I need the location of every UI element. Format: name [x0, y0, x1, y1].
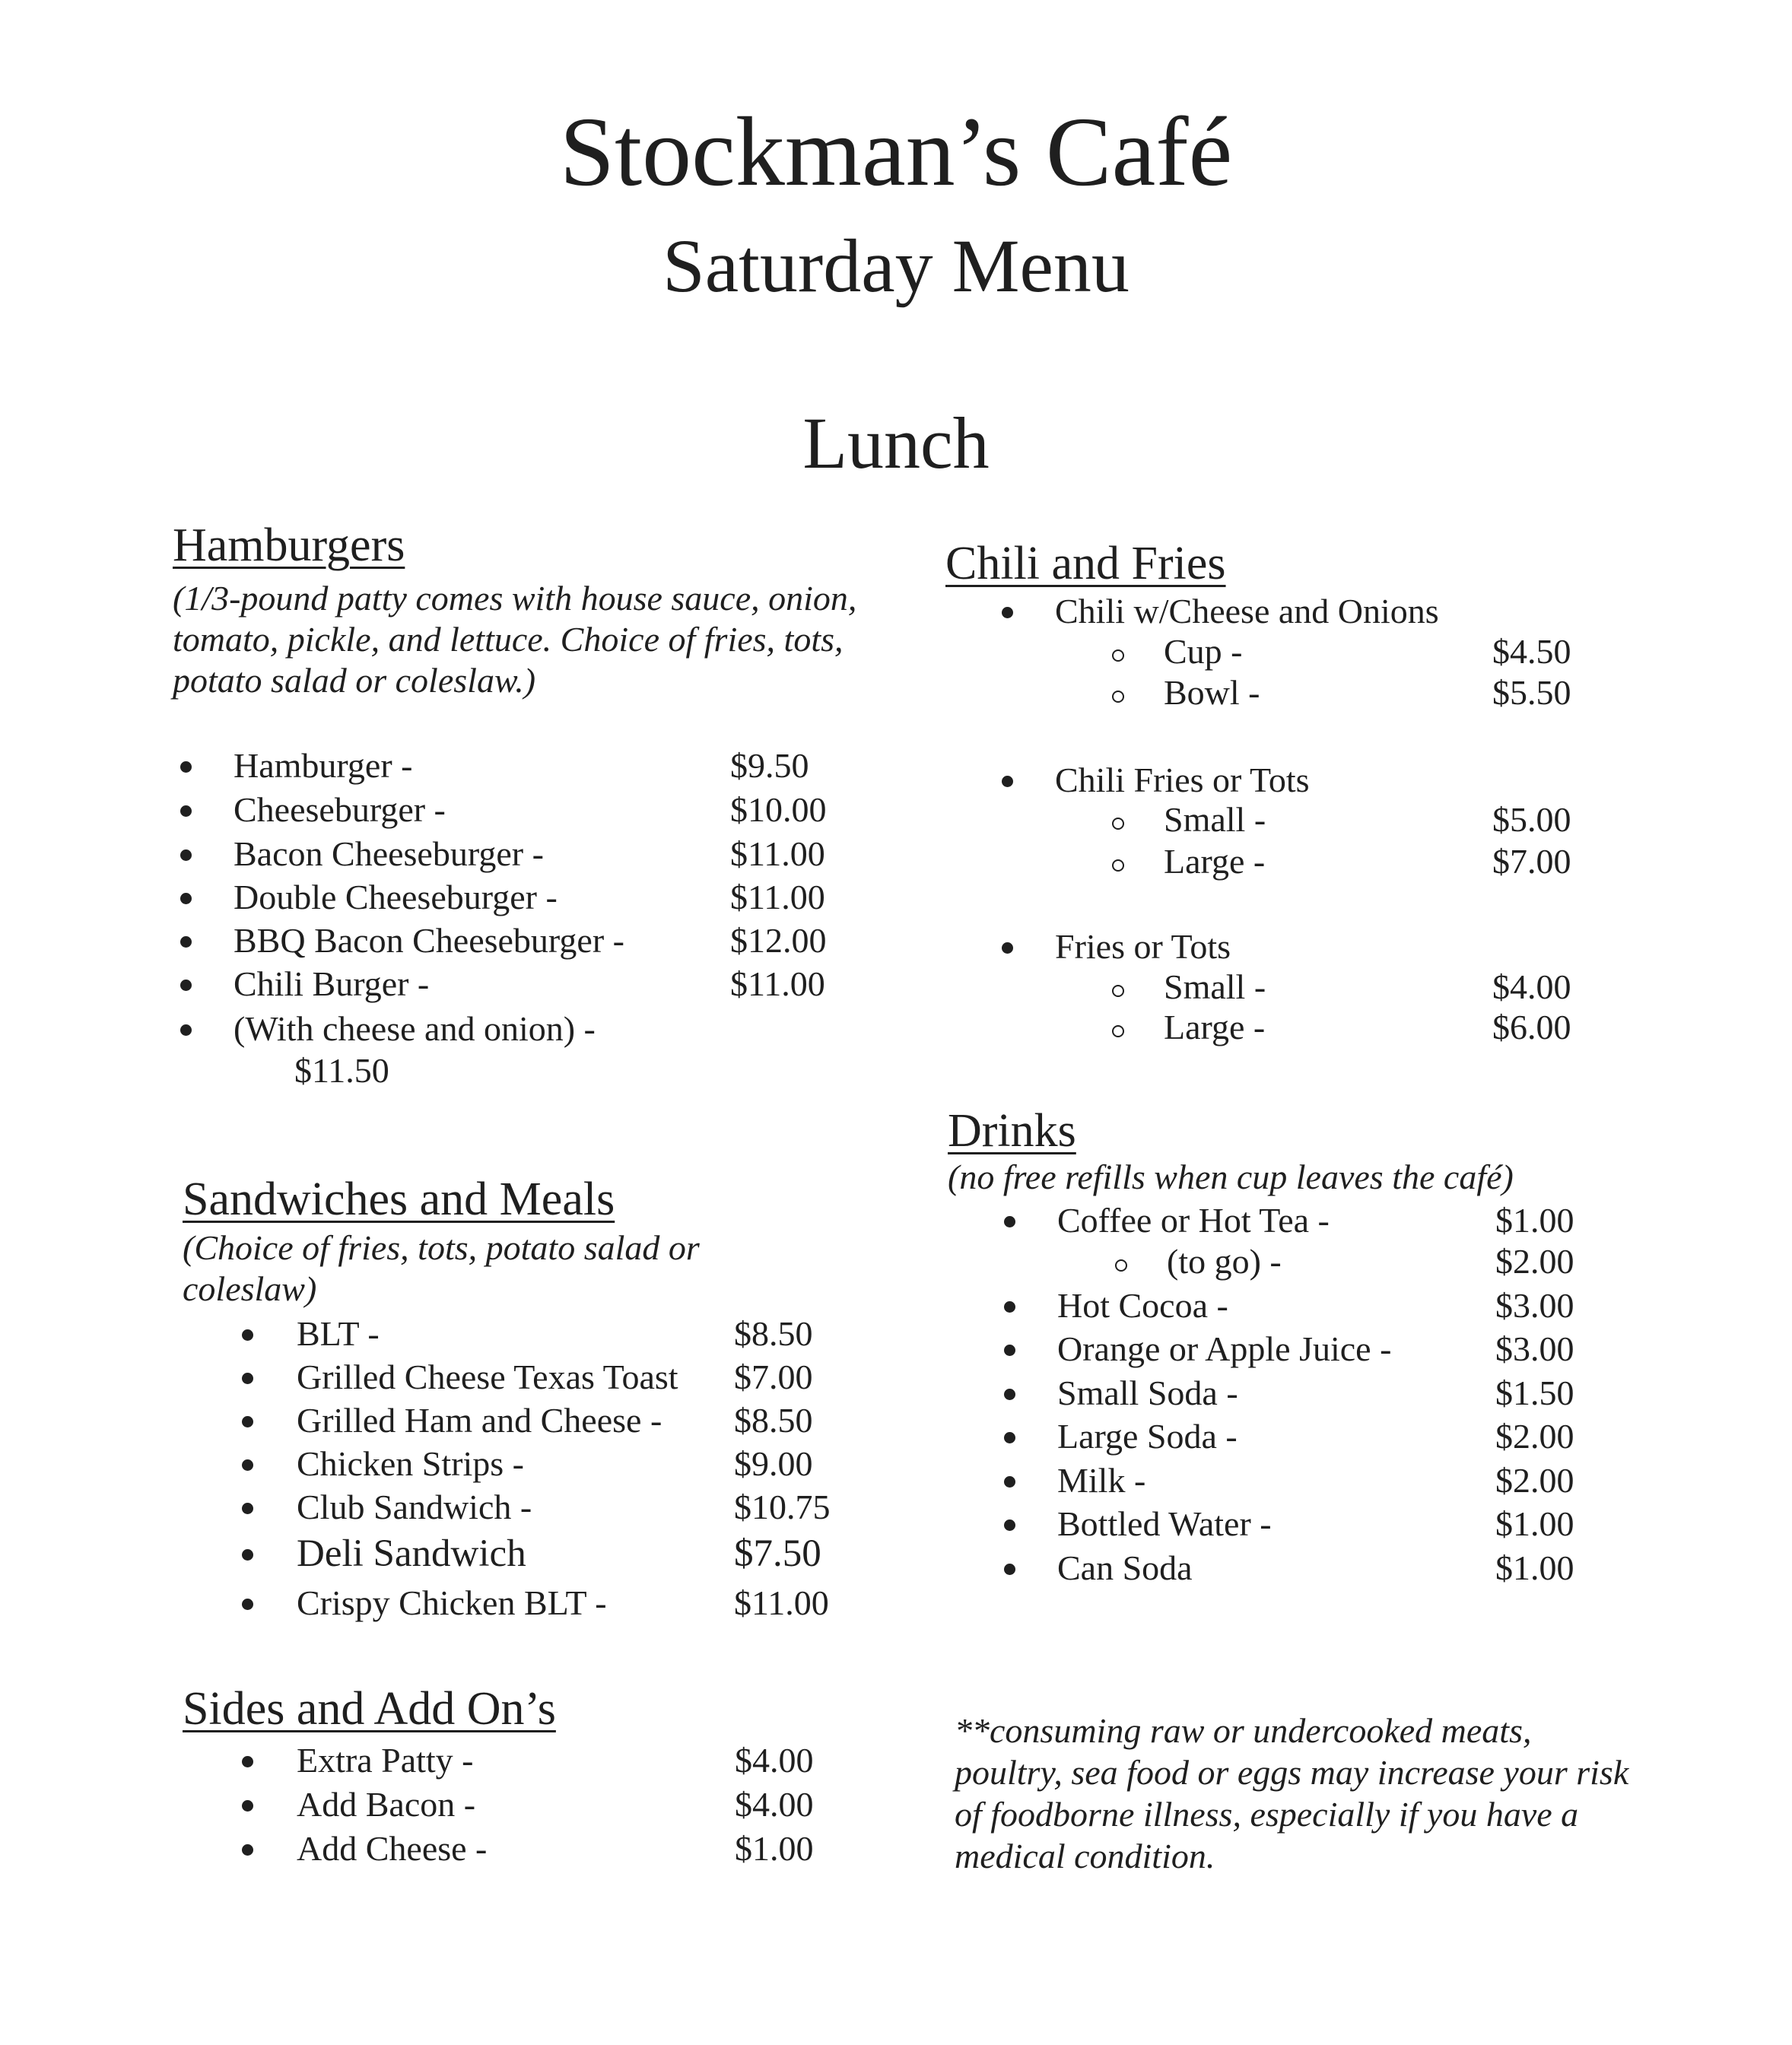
list-item: Chili Fries or Tots — [1002, 758, 1610, 802]
list-item-price: $11.50 — [294, 1051, 389, 1090]
bullet-icon — [1002, 776, 1013, 787]
bullet-icon — [1004, 1216, 1015, 1227]
list-item: Hot Cocoa - $3.00 — [1004, 1284, 1612, 1328]
bullet-icon — [1004, 1564, 1015, 1575]
list-item: Extra Patty - $4.00 — [242, 1739, 850, 1783]
list-item: Deli Sandwich $7.50 — [242, 1532, 850, 1576]
bullet-icon — [242, 1599, 253, 1610]
bullet-icon — [242, 1549, 253, 1561]
sides-heading: Sides and Add On’s — [183, 1683, 556, 1735]
chili-heading: Chili and Fries — [945, 538, 1226, 589]
drinks-heading: Drinks — [948, 1105, 1076, 1157]
list-item: Orange or Apple Juice - $3.00 — [1004, 1327, 1612, 1371]
meal-heading: Lunch — [802, 402, 990, 484]
list-item: (With cheese and onion) - — [180, 1007, 865, 1051]
circle-bullet-icon — [1112, 859, 1124, 872]
bullet-icon — [1004, 1389, 1015, 1400]
list-item: Chili w/Cheese and Onions — [1002, 589, 1610, 634]
bullet-icon — [1004, 1432, 1015, 1443]
cafe-name: Stockman’s Café — [559, 97, 1233, 207]
bullet-icon — [242, 1329, 253, 1341]
list-item: Cheeseburger - $10.00 — [180, 788, 865, 832]
list-item: Double Cheeseburger - $11.00 — [180, 875, 865, 919]
list-item: Chili Burger - $11.00 — [180, 962, 865, 1006]
list-item: BLT - $8.50 — [242, 1312, 850, 1356]
list-item: Small - $4.00 — [1112, 965, 1584, 1009]
list-item: Grilled Cheese Texas Toast $7.00 — [242, 1355, 850, 1399]
list-item: Club Sandwich - $10.75 — [242, 1485, 850, 1529]
menu-name: Saturday Menu — [662, 224, 1130, 308]
bullet-icon — [1002, 942, 1013, 954]
bullet-icon — [180, 893, 192, 904]
circle-bullet-icon — [1112, 818, 1124, 830]
circle-bullet-icon — [1115, 1259, 1127, 1272]
bullet-icon — [242, 1459, 253, 1471]
bullet-icon — [1002, 607, 1013, 618]
list-item: Can Soda $1.00 — [1004, 1546, 1612, 1590]
list-item: Fries or Tots — [1002, 925, 1610, 969]
list-item: Hamburger - $9.50 — [180, 744, 865, 788]
bullet-icon — [180, 1024, 192, 1036]
circle-bullet-icon — [1112, 985, 1124, 997]
hamburgers-note: (1/3-pound patty comes with house sauce, onion, tomato, pickle, and lettuce. Choice of fries, tots, potato salad or coleslaw.) — [173, 579, 857, 700]
bullet-icon — [180, 980, 192, 991]
circle-bullet-icon — [1112, 649, 1124, 662]
hamburgers-heading: Hamburgers — [173, 519, 405, 571]
list-item: Large Soda - $2.00 — [1004, 1415, 1612, 1459]
sandwiches-note: (Choice of fries, tots, potato salad or coleslaw) — [183, 1228, 700, 1308]
bullet-icon — [1004, 1519, 1015, 1531]
list-item: BBQ Bacon Cheeseburger - $12.00 — [180, 919, 865, 963]
bullet-icon — [1004, 1476, 1015, 1488]
list-item: Coffee or Hot Tea - $1.00 — [1004, 1199, 1612, 1243]
list-item: Add Bacon - $4.00 — [242, 1783, 850, 1827]
list-item: (to go) - $2.00 — [1115, 1240, 1587, 1284]
list-item: Large - $6.00 — [1112, 1005, 1584, 1049]
list-item: Crispy Chicken BLT - $11.00 — [242, 1581, 850, 1625]
list-item: Small Soda - $1.50 — [1004, 1371, 1612, 1415]
list-item: Add Cheese - $1.00 — [242, 1827, 850, 1871]
bullet-icon — [242, 1503, 253, 1514]
bullet-icon — [180, 936, 192, 948]
bullet-icon — [242, 1416, 253, 1427]
bullet-icon — [242, 1844, 253, 1856]
food-safety-disclaimer: **consuming raw or undercooked meats, poultry, sea food or eggs may increase your risk of foodborne illness, especially if you have a medical condition. — [955, 1711, 1629, 1875]
list-item: Large - $7.00 — [1112, 840, 1584, 884]
sandwiches-heading: Sandwiches and Meals — [183, 1173, 615, 1225]
bullet-icon — [242, 1756, 253, 1767]
bullet-icon — [180, 761, 192, 773]
list-item: Bottled Water - $1.00 — [1004, 1502, 1612, 1546]
bullet-icon — [1004, 1301, 1015, 1313]
list-item: Chicken Strips - $9.00 — [242, 1442, 850, 1486]
circle-bullet-icon — [1112, 1025, 1124, 1037]
bullet-icon — [1004, 1345, 1015, 1356]
drinks-note: (no free refills when cup leaves the café) — [948, 1157, 1514, 1196]
bullet-icon — [242, 1800, 253, 1812]
list-item: Bowl - $5.50 — [1112, 671, 1584, 715]
list-item: Milk - $2.00 — [1004, 1459, 1612, 1503]
list-item: Grilled Ham and Cheese - $8.50 — [242, 1399, 850, 1443]
circle-bullet-icon — [1112, 691, 1124, 703]
bullet-icon — [242, 1373, 253, 1384]
list-item: Small - $5.00 — [1112, 798, 1584, 842]
bullet-icon — [180, 805, 192, 817]
list-item: Cup - $4.50 — [1112, 630, 1584, 674]
list-item: Bacon Cheeseburger - $11.00 — [180, 832, 865, 876]
bullet-icon — [180, 849, 192, 861]
